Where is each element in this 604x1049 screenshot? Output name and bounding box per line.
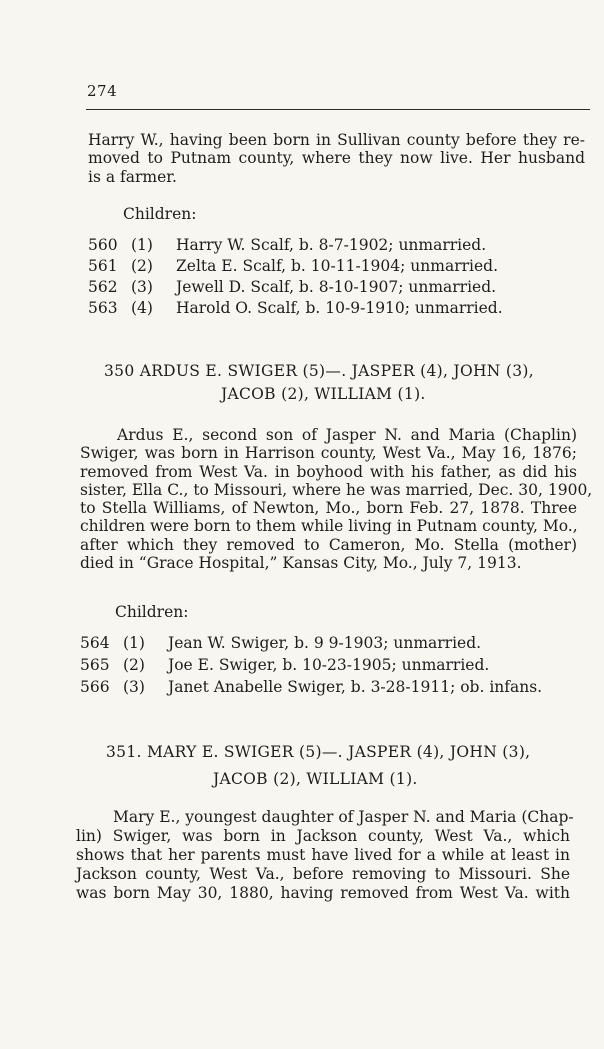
child-entry [88, 257, 498, 275]
section-heading-350-cont [221, 385, 426, 403]
page-number: 274 [87, 82, 118, 100]
heading-line: JACOB (2), WILLIAM (1). [221, 385, 426, 403]
section-heading-350 [104, 362, 534, 380]
children-label: Children: [115, 603, 189, 621]
child-entry [88, 278, 496, 296]
entry-text: Joe E. Swiger, b. 10-23-1905; unmarried. [168, 656, 490, 674]
text-line: removed from West Va. in boyhood with his father, as did his [80, 462, 577, 481]
child-entry [88, 299, 503, 317]
text-line: Ardus E., second son of Jasper N. and Maria (Chaplin) [117, 426, 577, 444]
text-line: was born May 30, 1880, having removed from West Va. with [76, 884, 570, 902]
header-rule [86, 109, 590, 110]
entry-text: Harold O. Scalf, b. 10-9-1910; unmarried. [176, 299, 503, 317]
text-line: sister, Ella C., to Missouri, where he was married, Dec. 30, 1900, [80, 480, 593, 499]
text-line: Jackson county, West Va., before removing to Missouri. She [76, 865, 570, 883]
children-label: Children: [123, 205, 197, 223]
child-entry [88, 236, 486, 254]
entry-number: 566 [80, 678, 110, 696]
text-line: Harry W., having been born in Sullivan county before they re- [88, 131, 585, 149]
text-line: after which they removed to Cameron, Mo. Stella (mother) [80, 535, 577, 554]
entry-text: Janet Anabelle Swiger, b. 3-28-1911; ob. infans. [168, 678, 543, 696]
text-line: to Stella Williams, of Newton, Mo., born Feb. 27, 1878. Three [80, 499, 577, 518]
section-351-paragraph [76, 808, 574, 903]
text-line: is a farmer. [88, 167, 177, 186]
heading-line: 351. MARY E. SWIGER (5)—. JASPER (4), JOHN (3), [106, 743, 531, 761]
entry-number: 561 [88, 257, 118, 275]
entry-number: 563 [88, 299, 118, 317]
entry-text: Jean W. Swiger, b. 9 9-1903; unmarried. [168, 634, 482, 652]
entry-index: (1) [131, 236, 153, 254]
child-entry [80, 678, 542, 696]
entry-number: 562 [88, 278, 118, 296]
entry-number: 560 [88, 236, 118, 254]
entry-index: (4) [131, 299, 153, 317]
section-heading-351 [106, 743, 530, 761]
entry-index: (2) [123, 656, 145, 674]
heading-line: JACOB (2), WILLIAM (1). [213, 770, 418, 788]
section-350-paragraph [80, 426, 593, 573]
text-line: Mary E., youngest daughter of Jasper N. and Maria (Chap- [113, 808, 574, 826]
intro-paragraph [88, 131, 585, 186]
child-entry [80, 634, 481, 652]
text-line: moved to Putnam county, where they now live. Her husband [88, 149, 585, 168]
child-entry [80, 656, 489, 674]
entry-index: (3) [123, 678, 145, 696]
entry-index: (2) [131, 257, 153, 275]
text-line: lin) Swiger, was born in Jackson county, West Va., which [76, 827, 570, 845]
text-line: Swiger, was born in Harrison county, West Va., May 16, 1876; [80, 444, 577, 463]
entry-text: Harry W. Scalf, b. 8-7-1902; unmarried. [176, 236, 487, 254]
entry-index: (3) [131, 278, 153, 296]
heading-line: 350 ARDUS E. SWIGER (5)—. JASPER (4), JOHN (3), [104, 362, 534, 380]
text-line: shows that her parents must have lived for a while at least in [76, 846, 570, 864]
entry-number: 565 [80, 656, 110, 674]
section-heading-351-cont [213, 770, 418, 788]
entry-text: Zelta E. Scalf, b. 10-11-1904; unmarried. [176, 257, 498, 275]
text-line: died in “Grace Hospital,” Kansas City, Mo., July 7, 1913. [80, 554, 522, 573]
entry-index: (1) [123, 634, 145, 652]
text-line: children were born to them while living in Putnam county, Mo., [80, 517, 578, 536]
entry-text: Jewell D. Scalf, b. 8-10-1907; unmarried. [176, 278, 497, 296]
entry-number: 564 [80, 634, 110, 652]
